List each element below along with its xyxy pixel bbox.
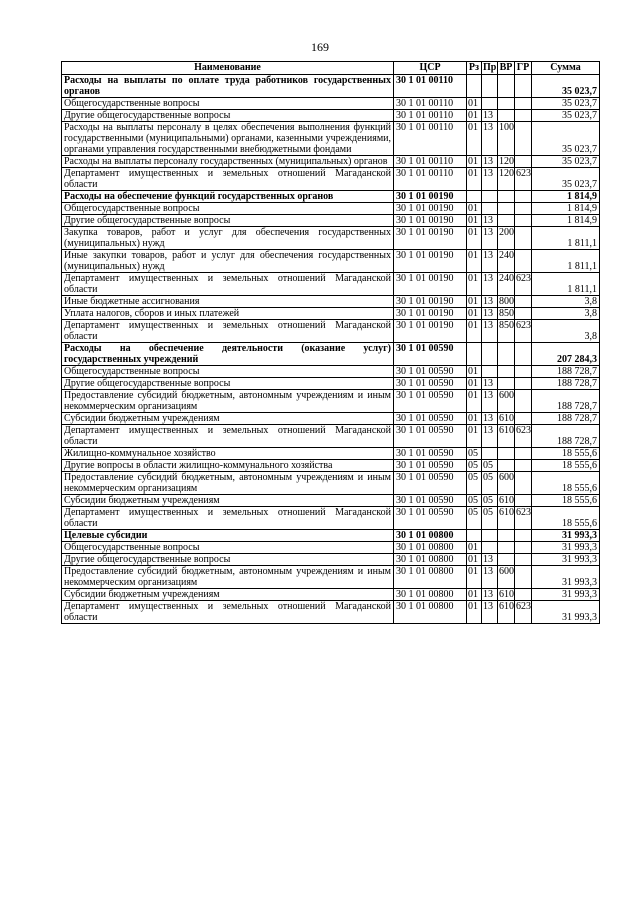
cell-name: Другие общегосударственные вопросы	[62, 110, 394, 122]
table-row	[62, 203, 600, 215]
cell-rz: 05	[467, 507, 482, 530]
cell-name: Другие общегосударственные вопросы	[62, 378, 394, 390]
cell-rz: 01	[467, 554, 482, 566]
cell-rz	[467, 191, 482, 203]
cell-gr	[515, 227, 532, 250]
cell-rz: 01	[467, 425, 482, 448]
cell-vr: 600	[498, 472, 515, 495]
header-rz: Рз	[467, 62, 482, 75]
cell-vr	[498, 378, 515, 390]
cell-name: Общегосударственные вопросы	[62, 98, 394, 110]
header-csr: ЦСР	[394, 62, 467, 75]
cell-name: Другие вопросы в области жилищно-коммунального хозяйства	[62, 460, 394, 472]
cell-sum: 1 811,1	[532, 250, 600, 273]
cell-pr: 05	[482, 507, 498, 530]
cell-name: Департамент имущественных и земельных отношений Магаданской области	[62, 320, 394, 343]
cell-csr: 30 1 01 00110	[394, 122, 467, 156]
cell-csr: 30 1 01 00190	[394, 203, 467, 215]
cell-vr	[498, 203, 515, 215]
cell-gr	[515, 589, 532, 601]
cell-csr: 30 1 01 00190	[394, 191, 467, 203]
cell-csr: 30 1 01 00590	[394, 390, 467, 413]
header-vr: ВР	[498, 62, 515, 75]
cell-sum: 31 993,3	[532, 554, 600, 566]
table-row	[62, 320, 600, 343]
cell-csr: 30 1 01 00590	[394, 366, 467, 378]
cell-name: Расходы на выплаты персоналу государственных (муниципальных) органов	[62, 156, 394, 168]
cell-pr: 13	[482, 601, 498, 624]
cell-csr: 30 1 01 00110	[394, 75, 467, 98]
cell-pr: 13	[482, 425, 498, 448]
cell-gr: 623	[515, 601, 532, 624]
cell-gr	[515, 296, 532, 308]
cell-name: Субсидии бюджетным учреждениям	[62, 495, 394, 507]
cell-sum: 1 811,1	[532, 273, 600, 296]
cell-sum: 35 023,7	[532, 122, 600, 156]
cell-gr	[515, 448, 532, 460]
table-row	[62, 507, 600, 530]
cell-sum: 1 814,9	[532, 203, 600, 215]
cell-csr: 30 1 01 00190	[394, 320, 467, 343]
page-number: 169	[311, 40, 329, 54]
cell-vr: 200	[498, 227, 515, 250]
cell-gr	[515, 472, 532, 495]
cell-pr	[482, 75, 498, 98]
cell-sum: 18 555,6	[532, 507, 600, 530]
cell-rz: 01	[467, 542, 482, 554]
cell-name: Расходы на обеспечение деятельности (оказание услуг) государственных учреждений	[62, 343, 394, 366]
cell-name: Департамент имущественных и земельных отношений Магаданской области	[62, 507, 394, 530]
cell-name: Иные бюджетные ассигнования	[62, 296, 394, 308]
cell-rz: 01	[467, 390, 482, 413]
cell-sum: 3,8	[532, 320, 600, 343]
cell-gr	[515, 250, 532, 273]
cell-rz: 01	[467, 215, 482, 227]
header-gr: ГР	[515, 62, 532, 75]
cell-csr: 30 1 01 00590	[394, 448, 467, 460]
cell-pr: 13	[482, 250, 498, 273]
cell-gr	[515, 122, 532, 156]
cell-name: Другие общегосударственные вопросы	[62, 554, 394, 566]
cell-name: Общегосударственные вопросы	[62, 366, 394, 378]
cell-csr: 30 1 01 00590	[394, 507, 467, 530]
cell-gr: 623	[515, 507, 532, 530]
cell-gr	[515, 495, 532, 507]
cell-gr	[515, 460, 532, 472]
cell-pr	[482, 448, 498, 460]
cell-name: Субсидии бюджетным учреждениям	[62, 413, 394, 425]
cell-csr: 30 1 01 00110	[394, 168, 467, 191]
cell-csr: 30 1 01 00590	[394, 460, 467, 472]
cell-rz: 01	[467, 566, 482, 589]
cell-vr: 850	[499, 308, 514, 319]
cell-csr: 30 1 01 00190	[394, 250, 467, 273]
table-row	[62, 122, 600, 156]
cell-rz: 01	[467, 110, 482, 122]
table-row	[62, 110, 600, 122]
cell-pr: 05	[482, 472, 498, 495]
cell-pr: 13	[482, 156, 498, 168]
table-row	[62, 460, 600, 472]
cell-vr: 100	[498, 122, 515, 156]
cell-pr: 05	[482, 460, 498, 472]
table-row	[62, 250, 600, 273]
table-row	[62, 168, 600, 191]
cell-name: Предоставление субсидий бюджетным, автономным учреждениям и иным некоммерческим организациям	[62, 390, 394, 413]
cell-rz: 01	[467, 320, 482, 343]
cell-pr	[482, 191, 498, 203]
cell-gr	[515, 554, 532, 566]
cell-vr: 610	[498, 425, 515, 448]
header-pr: Пр	[483, 62, 497, 73]
cell-rz: 01	[467, 168, 482, 191]
cell-rz: 01	[467, 296, 482, 308]
table-row	[62, 227, 600, 250]
cell-name: Предоставление субсидий бюджетным, автономным учреждениям и иным некоммерческим организациям	[62, 566, 394, 589]
cell-vr	[498, 460, 515, 472]
cell-vr	[498, 110, 515, 122]
cell-name: Целевые субсидии	[62, 530, 394, 542]
cell-csr: 30 1 01 00110	[394, 98, 467, 110]
table-section-row	[62, 343, 600, 366]
cell-gr	[515, 413, 532, 425]
table-row	[62, 156, 600, 168]
cell-rz: 01	[467, 98, 482, 110]
cell-gr	[515, 390, 532, 413]
cell-rz: 05	[467, 495, 482, 507]
cell-rz: 01	[467, 589, 482, 601]
cell-name: Общегосударственные вопросы	[62, 542, 394, 554]
table-row	[62, 378, 600, 390]
cell-vr: 610	[498, 507, 515, 530]
cell-vr	[498, 366, 515, 378]
cell-pr: 13	[482, 320, 498, 343]
cell-pr	[482, 343, 498, 366]
cell-rz: 05	[467, 472, 482, 495]
cell-name: Закупка товаров, работ и услуг для обеспечения государственных (муниципальных) нужд	[62, 227, 394, 250]
cell-csr: 30 1 01 00590	[394, 495, 467, 507]
cell-sum: 31 993,3	[532, 566, 600, 589]
cell-sum: 188 728,7	[532, 378, 600, 390]
cell-rz	[467, 530, 482, 542]
cell-pr: 13	[482, 227, 498, 250]
table-row	[62, 566, 600, 589]
cell-gr: 623	[515, 273, 532, 296]
cell-gr	[515, 566, 532, 589]
cell-name: Расходы на выплаты персоналу в целях обеспечения выполнения функций государственными (муниципальными) органами, казенными учреждениями, органами управления государственными внебюджетными фондами	[62, 122, 394, 156]
cell-sum: 188 728,7	[532, 425, 600, 448]
cell-sum: 31 993,3	[532, 542, 600, 554]
cell-rz: 01	[467, 273, 482, 296]
cell-pr: 13	[482, 168, 498, 191]
cell-vr	[498, 343, 515, 366]
cell-rz: 01	[467, 366, 482, 378]
cell-pr	[482, 542, 498, 554]
cell-sum: 1 814,9	[532, 191, 600, 203]
cell-rz	[467, 75, 482, 98]
cell-rz: 05	[467, 460, 482, 472]
cell-sum: 188 728,7	[532, 366, 600, 378]
cell-vr: 610	[499, 589, 514, 600]
cell-name: Другие общегосударственные вопросы	[62, 215, 394, 227]
cell-pr	[482, 530, 498, 542]
cell-rz	[467, 343, 482, 366]
table-row	[62, 308, 600, 320]
cell-rz: 01	[467, 122, 482, 156]
cell-pr: 13	[482, 308, 498, 320]
table-row	[62, 390, 600, 413]
table-row	[62, 413, 600, 425]
cell-name: Уплата налогов, сборов и иных платежей	[62, 308, 394, 320]
cell-sum: 35 023,7	[532, 156, 600, 168]
cell-csr: 30 1 01 00800	[394, 589, 467, 601]
cell-csr: 30 1 01 00110	[394, 110, 467, 122]
cell-vr	[498, 215, 515, 227]
cell-rz: 01	[467, 413, 482, 425]
table-row	[62, 601, 600, 624]
cell-gr	[515, 542, 532, 554]
cell-sum: 35 023,7	[532, 110, 600, 122]
cell-gr	[515, 530, 532, 542]
cell-sum: 207 284,3	[532, 343, 600, 366]
cell-csr: 30 1 01 00190	[394, 273, 467, 296]
cell-name: Департамент имущественных и земельных отношений Магаданской области	[62, 601, 394, 624]
table-row	[62, 296, 600, 308]
cell-pr: 13	[482, 273, 498, 296]
cell-sum: 3,8	[532, 308, 600, 320]
cell-csr: 30 1 01 00190	[394, 227, 467, 250]
cell-gr	[515, 156, 532, 168]
cell-pr	[482, 366, 498, 378]
cell-sum: 18 555,6	[532, 495, 600, 507]
table-row	[62, 448, 600, 460]
cell-csr: 30 1 01 00110	[394, 156, 467, 168]
cell-vr	[498, 554, 515, 566]
cell-csr: 30 1 01 00590	[394, 343, 467, 366]
header-sum: Сумма	[532, 62, 600, 75]
cell-vr: 610	[499, 495, 514, 506]
cell-gr	[515, 366, 532, 378]
cell-vr: 850	[498, 320, 515, 343]
cell-name: Жилищно-коммунальное хозяйство	[62, 448, 394, 460]
cell-vr: 120	[499, 156, 514, 167]
table-row	[62, 495, 600, 507]
cell-sum: 31 993,3	[532, 530, 600, 542]
cell-rz: 05	[467, 448, 482, 460]
cell-csr: 30 1 01 00190	[394, 296, 467, 308]
cell-name: Субсидии бюджетным учреждениям	[62, 589, 394, 601]
table-row	[62, 554, 600, 566]
cell-pr	[482, 203, 498, 215]
cell-sum: 188 728,7	[532, 413, 600, 425]
cell-name: Иные закупки товаров, работ и услуг для обеспечения государственных (муниципальных) нужд	[62, 250, 394, 273]
cell-sum: 188 728,7	[532, 390, 600, 413]
cell-vr: 240	[498, 273, 515, 296]
cell-vr: 600	[498, 390, 515, 413]
cell-name: Департамент имущественных и земельных отношений Магаданской области	[62, 425, 394, 448]
cell-rz: 01	[467, 308, 482, 320]
cell-vr: 600	[498, 566, 515, 589]
cell-pr: 13	[482, 296, 498, 308]
table-row	[62, 425, 600, 448]
cell-gr	[515, 343, 532, 366]
cell-csr: 30 1 01 00190	[394, 215, 467, 227]
cell-pr: 13	[482, 122, 498, 156]
cell-sum: 35 023,7	[532, 168, 600, 191]
cell-csr: 30 1 01 00800	[394, 601, 467, 624]
cell-pr	[482, 98, 498, 110]
cell-name: Департамент имущественных и земельных отношений Магаданской области	[62, 168, 394, 191]
cell-pr: 05	[482, 495, 498, 507]
table-header-row	[62, 62, 600, 75]
cell-name: Расходы на обеспечение функций государственных органов	[62, 191, 394, 203]
cell-pr: 13	[482, 378, 498, 390]
cell-vr	[498, 75, 515, 98]
cell-gr: 623	[515, 425, 532, 448]
table-row	[62, 589, 600, 601]
cell-gr	[515, 191, 532, 203]
cell-gr	[515, 203, 532, 215]
cell-pr: 13	[482, 589, 498, 601]
cell-vr: 240	[498, 250, 515, 273]
cell-pr: 13	[482, 110, 498, 122]
cell-sum: 31 993,3	[532, 589, 600, 601]
table-row	[62, 273, 600, 296]
cell-rz: 01	[467, 250, 482, 273]
table-section-row	[62, 191, 600, 203]
cell-sum: 18 555,6	[532, 460, 600, 472]
cell-csr: 30 1 01 00800	[394, 542, 467, 554]
cell-vr	[498, 98, 515, 110]
cell-name: Общегосударственные вопросы	[62, 203, 394, 215]
header-name: Наименование	[62, 62, 394, 75]
budget-table	[61, 61, 600, 624]
cell-vr	[498, 530, 515, 542]
table-row	[62, 366, 600, 378]
cell-vr	[498, 542, 515, 554]
table-body	[62, 75, 600, 624]
cell-csr: 30 1 01 00590	[394, 413, 467, 425]
cell-sum: 18 555,6	[532, 448, 600, 460]
cell-vr: 800	[499, 296, 514, 307]
cell-sum: 31 993,3	[532, 601, 600, 624]
cell-gr	[515, 98, 532, 110]
cell-csr: 30 1 01 00590	[394, 425, 467, 448]
cell-vr: 120	[498, 168, 515, 191]
cell-csr: 30 1 01 00800	[394, 554, 467, 566]
cell-sum: 1 814,9	[532, 215, 600, 227]
cell-rz: 01	[467, 156, 482, 168]
table-row	[62, 215, 600, 227]
cell-sum: 35 023,7	[532, 98, 600, 110]
cell-name: Департамент имущественных и земельных отношений Магаданской области	[62, 273, 394, 296]
table-row	[62, 98, 600, 110]
cell-csr: 30 1 01 00590	[394, 472, 467, 495]
cell-sum: 18 555,6	[532, 472, 600, 495]
cell-gr	[515, 75, 532, 98]
cell-sum: 3,8	[532, 296, 600, 308]
cell-rz: 01	[467, 378, 482, 390]
cell-name: Предоставление субсидий бюджетным, автономным учреждениям и иным некоммерческим организациям	[62, 472, 394, 495]
cell-pr: 13	[482, 390, 498, 413]
table-section-row	[62, 530, 600, 542]
table-row	[62, 472, 600, 495]
cell-gr: 623	[515, 168, 532, 191]
cell-name: Расходы на выплаты по оплате труда работников государственных органов	[62, 75, 394, 98]
cell-csr: 30 1 01 00590	[394, 378, 467, 390]
cell-pr: 13	[482, 215, 498, 227]
cell-gr	[515, 110, 532, 122]
cell-gr	[515, 308, 532, 320]
cell-rz: 01	[467, 203, 482, 215]
table-section-row	[62, 75, 600, 98]
cell-gr	[515, 215, 532, 227]
cell-gr	[515, 378, 532, 390]
table-row	[62, 542, 600, 554]
cell-gr: 623	[515, 320, 532, 343]
cell-sum: 35 023,7	[532, 75, 600, 98]
cell-vr: 610	[498, 601, 515, 624]
cell-vr	[498, 191, 515, 203]
cell-vr	[498, 448, 515, 460]
cell-sum: 1 811,1	[532, 227, 600, 250]
cell-rz: 01	[467, 601, 482, 624]
cell-pr: 13	[482, 413, 498, 425]
cell-csr: 30 1 01 00800	[394, 530, 467, 542]
cell-csr: 30 1 01 00800	[394, 566, 467, 589]
cell-pr: 13	[482, 566, 498, 589]
cell-rz: 01	[467, 227, 482, 250]
cell-pr: 13	[482, 554, 498, 566]
cell-vr: 610	[499, 413, 514, 424]
cell-csr: 30 1 01 00190	[394, 308, 467, 320]
